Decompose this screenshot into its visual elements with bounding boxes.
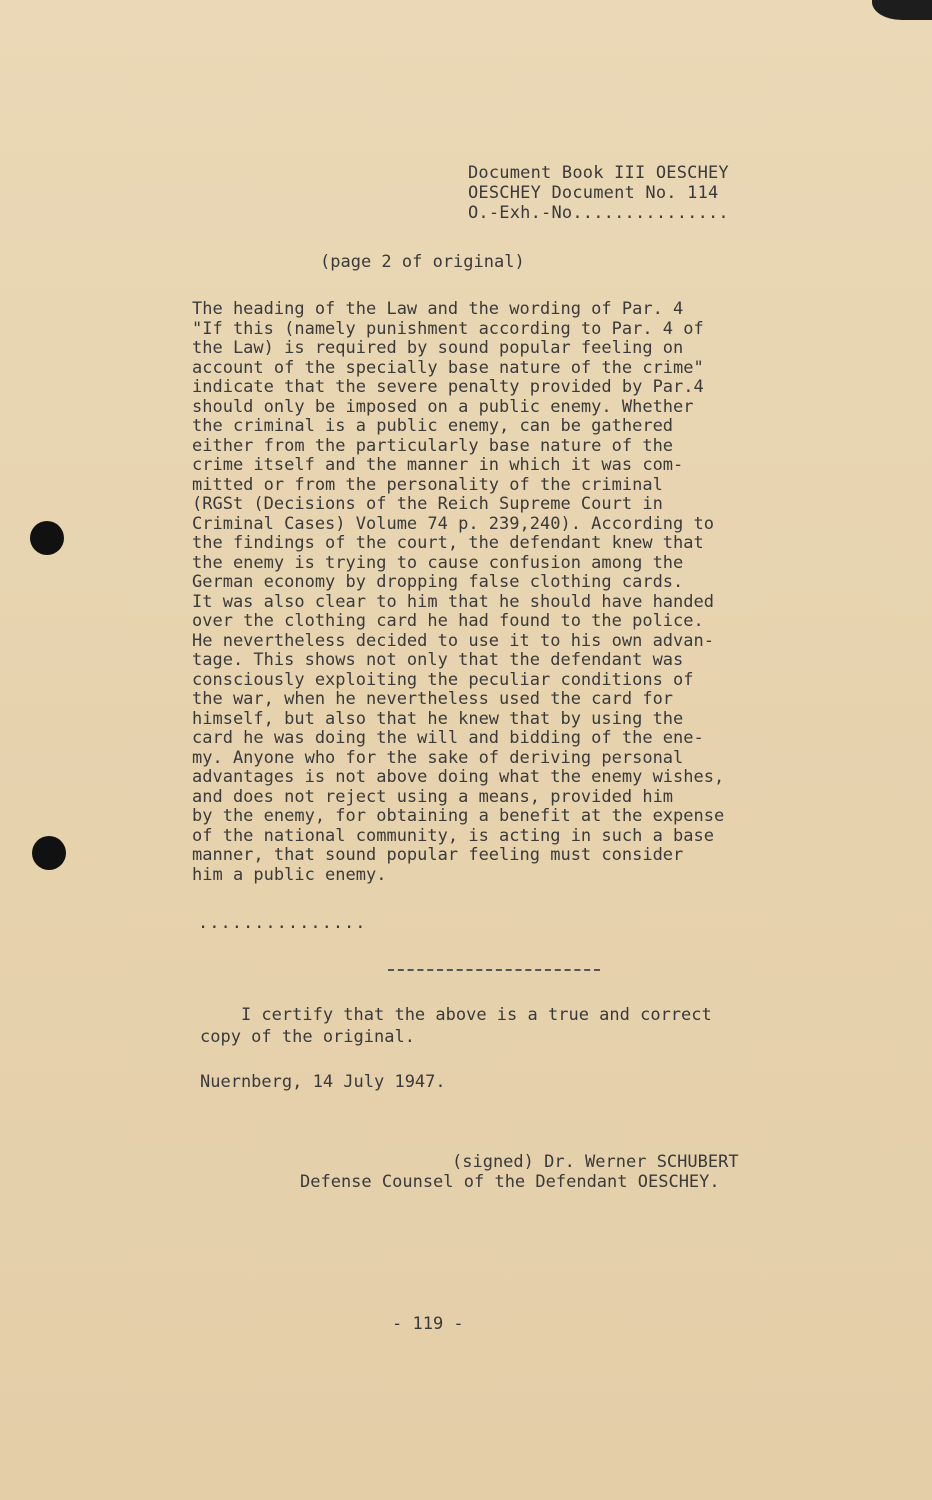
page-number: - 119 - [392,1314,464,1334]
certification-line-1: I certify that the above is a true and correct [200,1005,712,1025]
body-line: crime itself and the manner in which it was com- [192,455,684,475]
body-line: himself, but also that he knew that by using the [192,708,684,729]
body-line: by the enemy, for obtaining a benefit at the expense [192,806,725,826]
page-note: (page 2 of original) [320,252,525,272]
body-line: should only be imposed on a public enemy. Whether [192,396,694,417]
signature-name: (signed) Dr. Werner SCHUBERT [452,1152,739,1172]
body-line: "If this (namely punishment according to Par. 4 of [192,318,704,339]
body-line: (RGSt (Decisions of the Reich Supreme Court in [192,494,663,514]
signature-title: Defense Counsel of the Defendant OESCHEY. [300,1172,720,1192]
header-exhibit-number: O.-Exh.-No............... [468,203,729,223]
body-line: over the clothing card he had found to the police. [192,611,704,631]
body-line: advantages is not above doing what the enemy wishes, [192,767,725,787]
signature-block [300,1152,739,1192]
body-paragraph [192,300,812,885]
body-line: The heading of the Law and the wording of Par. 4 [192,299,684,319]
body-line: consciously exploiting the peculiar conditions of [192,669,694,690]
section-divider [388,969,600,971]
punch-hole-top [30,521,64,555]
body-line: tage. This shows not only that the defendant was [192,650,684,670]
body-line: my. Anyone who for the sake of deriving personal [192,747,684,768]
place-date: Nuernberg, 14 July 1947. [200,1072,446,1092]
body-line: of the national community, is acting in such a base [192,825,714,846]
body-line: the criminal is a public enemy, can be gathered [192,416,674,436]
ellipsis-line: ............... [198,913,367,933]
page-edge-mark [872,0,932,20]
body-line: card he was doing the will and bidding of the ene- [192,728,704,748]
body-line: indicate that the severe penalty provided by Par.4 [192,377,704,397]
body-line: him a public enemy. [192,864,387,885]
body-line: It was also clear to him that he should have handed [192,591,714,612]
body-line: account of the specially base nature of the crime" [192,357,704,378]
body-line: the findings of the court, the defendant knew that [192,533,704,553]
body-line: He nevertheless decided to use it to his own advan- [192,630,714,651]
body-line: German economy by dropping false clothing cards. [192,572,684,592]
certification [200,1004,712,1048]
body-line: manner, that sound popular feeling must consider [192,845,684,865]
body-line: mitted or from the personality of the criminal [192,474,663,495]
body-line: the enemy is trying to cause confusion among the [192,552,684,573]
certification-line-2: copy of the original. [200,1027,415,1047]
body-line: the war, when he nevertheless used the card for [192,689,674,709]
header-document-number: OESCHEY Document No. 114 [468,183,719,203]
body-line: the Law) is required by sound popular feeling on [192,338,684,358]
body-line: either from the particularly base nature of the [192,435,674,456]
body-line: Criminal Cases) Volume 74 p. 239,240). According to [192,513,714,534]
punch-hole-bottom [32,836,66,870]
document-header [468,163,729,223]
body-line: and does not reject using a means, provided him [192,786,674,807]
header-book-line: Document Book III OESCHEY [468,163,729,183]
